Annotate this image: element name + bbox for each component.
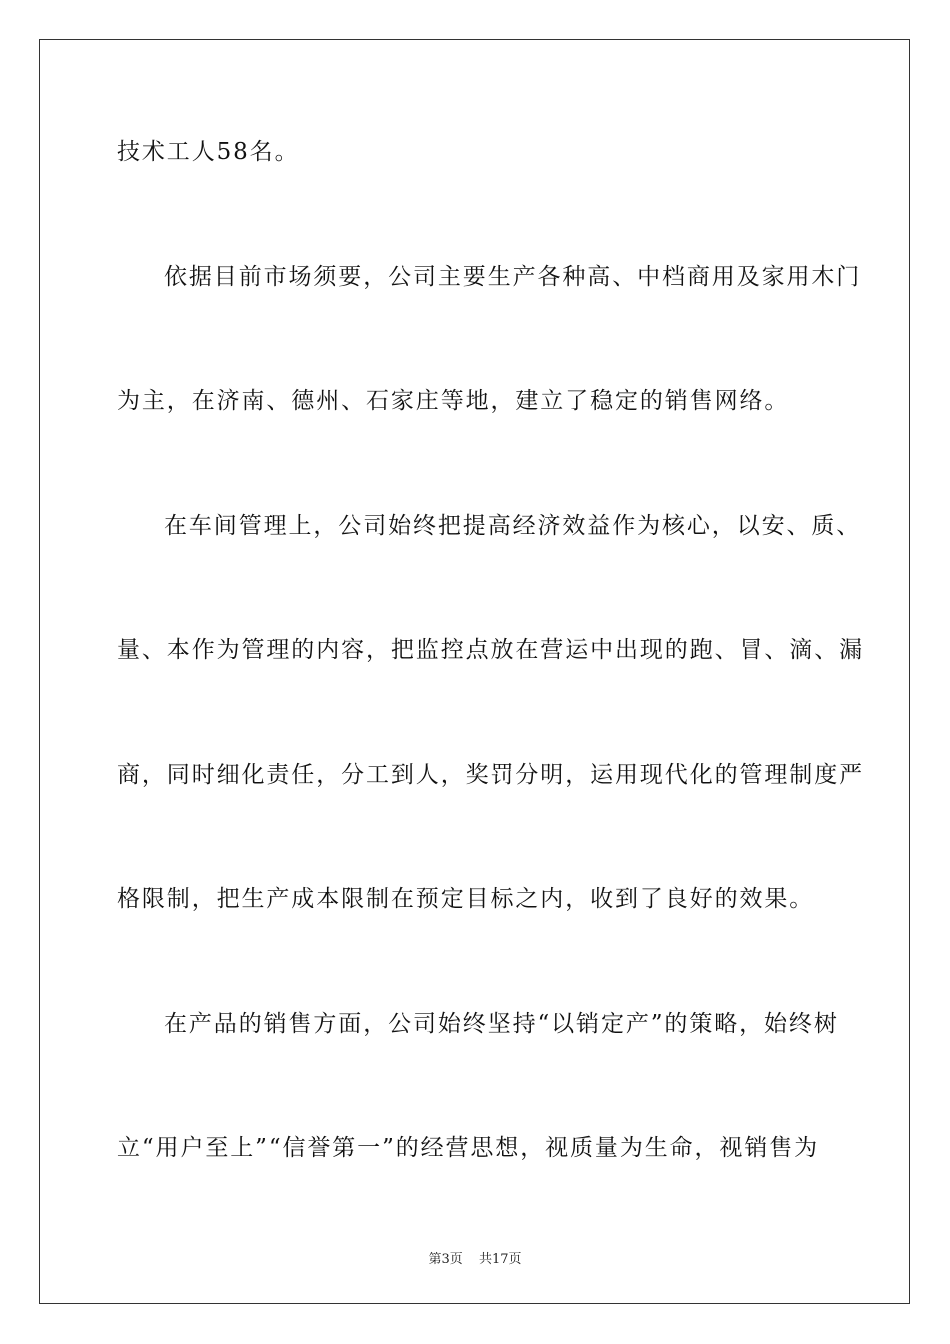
paragraph-line: 在产品的销售方面，公司始终坚持“以销定产”的策略，始终树 [164,1011,839,1037]
paragraph-line: 量、本作为管理的内容，把监控点放在营运中出现的跑、冒、滴、漏 [117,637,864,663]
page-total: 共17页 [478,1252,522,1267]
paragraph-line: 立“用户至上”“信誉第一”的经营思想，视质量为生命，视销售为 [117,1135,820,1161]
paragraph-line: 格限制，把生产成本限制在预定目标之内，收到了良好的效果。 [117,886,815,912]
paragraph-line: 为主，在济南、德州、石家庄等地，建立了稳定的销售网络。 [117,388,790,414]
paragraph-line: 在车间管理上，公司始终把提高经济效益作为核心，以安、质、 [164,513,862,539]
page-number: 第3页 [428,1252,463,1267]
paragraph-line: 商，同时细化责任，分工到人，奖罚分明，运用现代化的管理制度严 [117,762,864,788]
page-border [39,39,910,1304]
page-footer [0,1248,950,1267]
paragraph-line: 技术工人58名。 [117,139,300,165]
paragraph-line: 依据目前市场须要，公司主要生产各种高、中档商用及家用木门 [164,264,862,290]
